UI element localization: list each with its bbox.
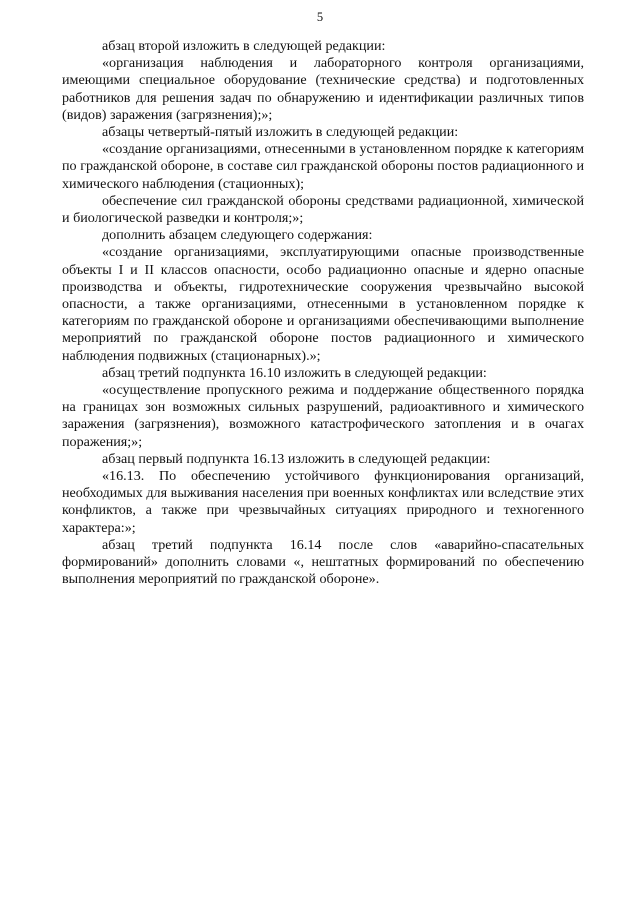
page-number: 5 [316, 10, 324, 24]
paragraph-2: «организация наблюдения и лабораторного контроля организациями, имеющими специальное оборудование (технические средства) и подготовленных работников для решения задач по обнаружению и идентификации различных типов (видов) заражения (загрязнения);»; [62, 55, 584, 123]
paragraph-4: «создание организациями, отнесенными в установленном порядке к категориям по гражданской обороне, в составе сил гражданской обороны постов радиационного и химического наблюдения (стационных); [62, 141, 584, 192]
paragraph-1: абзац второй изложить в следующей редакции: [102, 38, 386, 54]
paragraph-6: дополнить абзацем следующего содержания: [102, 227, 373, 244]
paragraph-9: «осуществление пропускного режима и поддержание общественного порядка на границах зон возможных сильных разрушений, радиоактивного и химического заражения (загрязнения), возможного катастрофического затопления и в очагах поражения;»; [62, 382, 584, 450]
document-body [62, 38, 584, 589]
paragraph-7: «создание организациями, эксплуатирующими опасные производственные объекты I и II классов опасности, особо радиационно опасные и ядерно опасные производства и объекты, гидротехнические сооружения чрезвычайно высокой опасности, а также организациями, отнесенными в установленном порядке к категориям по гражданской обороне и организациями обеспечивающими выполнение мероприятий по гражданской обороне постов радиационного и химического наблюдения подвижных (стационарных).»; [62, 244, 584, 364]
paragraph-10: абзац первый подпункта 16.13 изложить в следующей редакции: [102, 450, 491, 467]
paragraph-3: абзацы четвертый-пятый изложить в следующей редакции: [102, 124, 459, 141]
paragraph-8: абзац третий подпункта 16.10 изложить в следующей редакции: [102, 364, 487, 381]
paragraph-5: обеспечение сил гражданской обороны средствами радиационной, химической и биологической разведки и контроля;»; [62, 192, 584, 227]
paragraph-12: абзац третий подпункта 16.14 после слов «аварийно-спасательных формирований» дополнить словами «, нештатных формирований по обеспечению выполнения мероприятий по гражданской обороне». [62, 536, 584, 588]
paragraph-11: «16.13. По обеспечению устойчивого функционирования организаций, необходимых для выживания населения при военных конфликтах или вследствие этих конфликтов, а также при чрезвычайных ситуациях природного и техногенного характера:»; [62, 468, 584, 536]
